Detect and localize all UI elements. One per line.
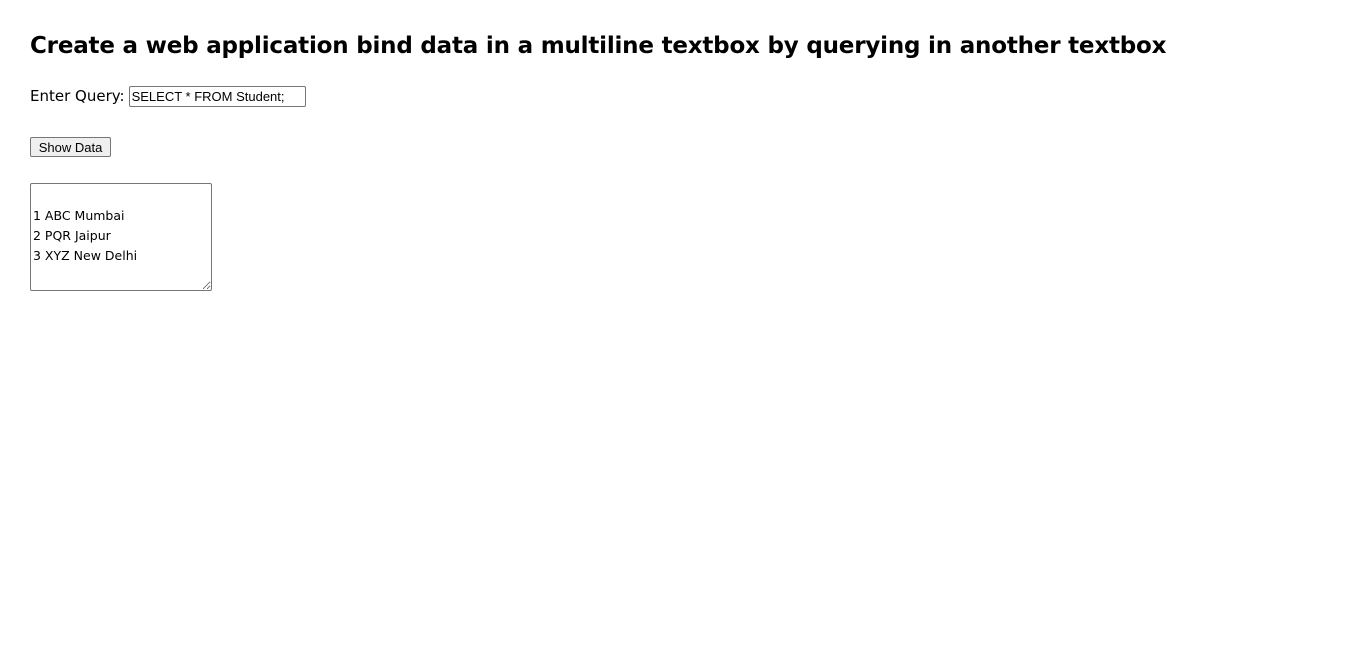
show-data-button[interactable]: Show Data	[30, 137, 111, 157]
query-row	[30, 85, 306, 107]
page-title: Create a web application bind data in a multiline textbox by querying in another textbox	[30, 33, 1167, 59]
results-textarea[interactable]	[30, 183, 212, 291]
query-label: Enter Query:	[30, 87, 125, 105]
query-input[interactable]	[129, 86, 306, 107]
